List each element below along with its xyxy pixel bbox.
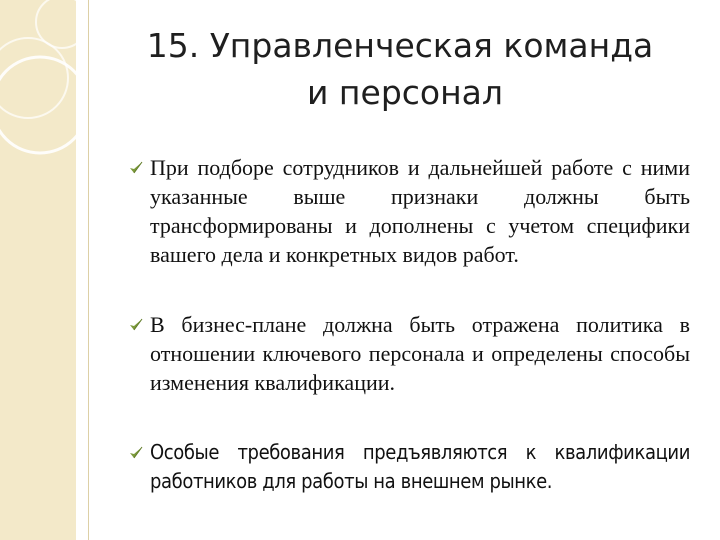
bullet-item [150, 153, 690, 269]
bullet-item [150, 310, 690, 397]
bullet-item [150, 438, 690, 496]
circle-decoration [0, 0, 90, 200]
bullet-text: Особые требования предъявляются к квалификации работников для работы на внешнем рынке. [150, 440, 690, 493]
diamond-checkmark-icon [128, 317, 144, 333]
bullet-text: В бизнес-плане должна быть отражена политика в отношении ключевого персонала и определены способы изменения квалификации. [150, 312, 690, 395]
slide-title [100, 22, 700, 116]
title-line-2: и персонал [307, 73, 503, 112]
sidebar-divider [88, 0, 89, 540]
title-line-1: 15. Управленческая команда [146, 26, 654, 65]
diamond-checkmark-icon [128, 445, 144, 461]
bullet-text: При подборе сотрудников и дальнейшей работе с ними указанные выше признаки должны быть трансформированы и дополнены с учетом специфики вашего дела и конкретных видов работ. [150, 155, 690, 267]
diamond-checkmark-icon [128, 160, 144, 176]
